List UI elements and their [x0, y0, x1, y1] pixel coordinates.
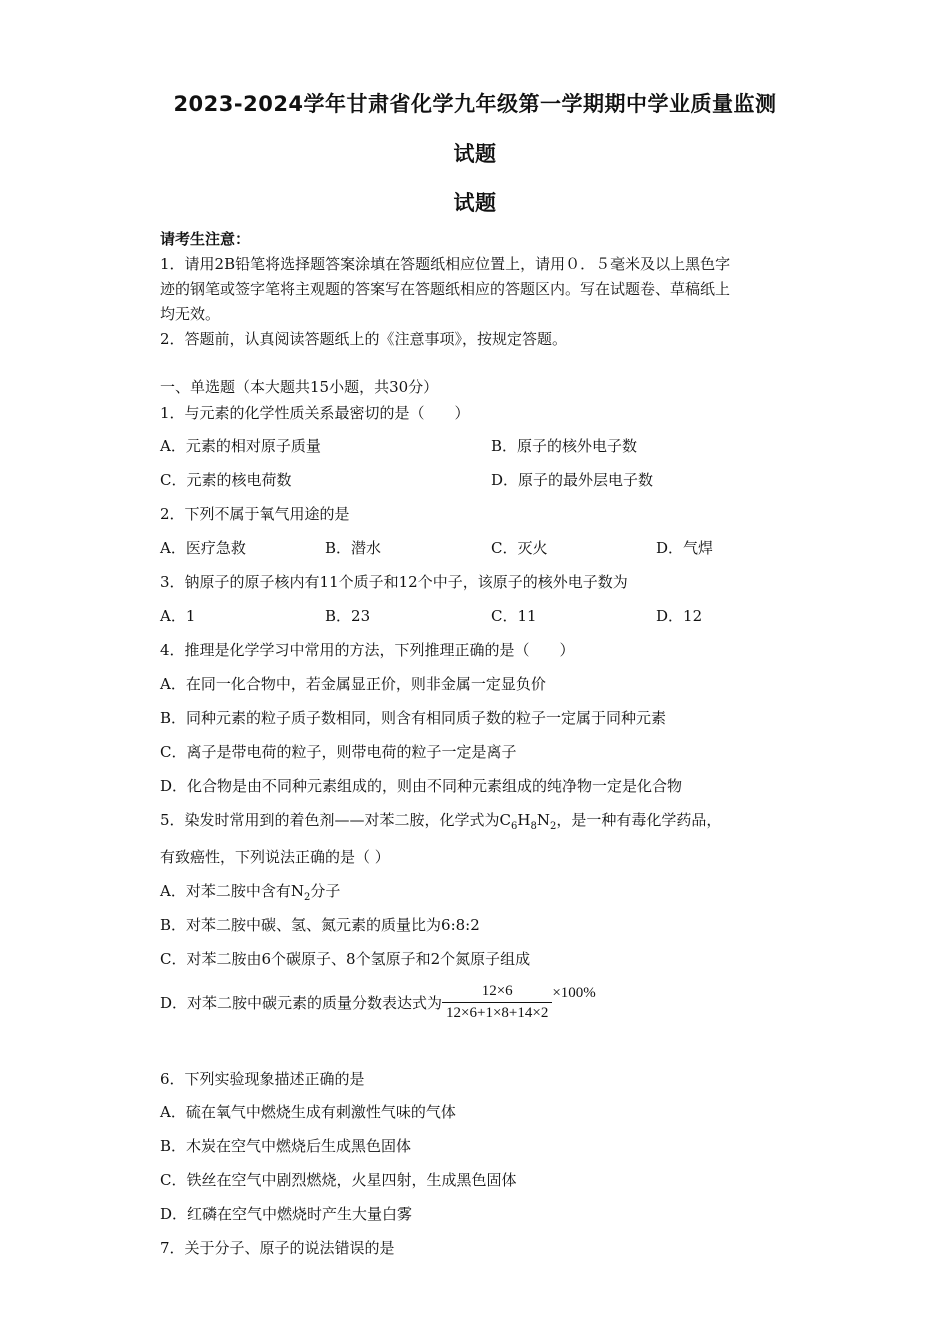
q3-option-b: B．23: [325, 607, 371, 625]
exam-title-line3: 试题: [453, 191, 497, 215]
section-heading: 一、单选题（本大题共15小题，共30分）: [160, 378, 439, 396]
q2-option-a: A．医疗急救: [160, 539, 246, 557]
exam-title-line2: 试题: [453, 142, 497, 166]
question-7-stem: 7．关于分子、原子的说法错误的是: [160, 1239, 395, 1257]
notice-item-1-cont2: 均无效。: [160, 305, 221, 323]
q1-option-a: A．元素的相对原子质量: [160, 437, 321, 455]
q5-a-sub: 2: [303, 892, 311, 903]
q6-option-a: A．硫在氧气中燃烧生成有刺激性气味的气体: [160, 1103, 456, 1121]
notice-item-1: 1．请用2B铅笔将选择题答案涂填在答题纸相应位置上，请用０．５毫米及以上黑色字: [160, 255, 731, 273]
q4-option-b: B．同种元素的粒子质子数相同，则含有相同质子数的粒子一定属于同种元素: [160, 709, 667, 727]
q5-sub-6: 6: [511, 821, 518, 832]
q3-option-d: D．12: [656, 607, 703, 625]
q5-option-a: [160, 880, 340, 903]
fraction-suffix: ×100%: [552, 985, 596, 1001]
notice-item-2: 2．答题前，认真阅读答题纸上的《注意事项》，按规定答题。: [160, 330, 568, 348]
q5-sub-2: 2: [550, 821, 557, 832]
q1-option-d: D．原子的最外层电子数: [491, 471, 654, 489]
q5-d-text: D．对苯二胺中碳元素的质量分数表达式为: [160, 994, 443, 1012]
q5-stem-text: 5．染发时常用到的着色剂——对苯二胺，化学式为C: [160, 811, 512, 829]
notice-item-1-cont: 迹的钢笔或签字笔将主观题的答案写在答题纸相应的答题区内。写在试题卷、草稿纸上: [160, 280, 731, 298]
question-6-stem: 6．下列实验现象描述正确的是: [160, 1070, 365, 1088]
fraction-numerator: 12×6: [442, 983, 552, 1003]
question-5-stem: [160, 809, 721, 832]
q2-option-b: B．潜水: [325, 539, 382, 557]
question-3-stem: 3．钠原子的原子核内有11个质子和12个中子，该原子的核外电子数为: [160, 573, 628, 591]
q5-option-c: C．对苯二胺由6个碳原子、8个氢原子和2个氮原子组成: [160, 950, 531, 968]
question-2-stem: 2．下列不属于氧气用途的是: [160, 505, 350, 523]
q6-option-b: B．木炭在空气中燃烧后生成黑色固体: [160, 1137, 412, 1155]
q5-a-text: A．对苯二胺中含有N: [160, 882, 304, 900]
q5-a-text-2: 分子: [310, 882, 341, 900]
mass-fraction-formula: [442, 983, 552, 1022]
question-5-stem-cont: 有致癌性，下列说法正确的是（ ）: [160, 848, 390, 866]
q2-option-c: C．灭火: [491, 539, 548, 557]
notice-heading: 请考生注意：: [160, 230, 251, 248]
q5-stem-text-2: ，是一种有毒化学药品，: [556, 811, 722, 829]
q2-option-d: D．气焊: [656, 539, 714, 557]
q6-option-d: D．红磷在空气中燃烧时产生大量白雾: [160, 1205, 413, 1223]
q5-option-d: [160, 983, 596, 1022]
q1-option-c: C．元素的核电荷数: [160, 471, 292, 489]
q5-h: H: [517, 811, 531, 829]
exam-title: 2023-2024学年甘肃省化学九年级第一学期期中学业质量监测: [173, 92, 777, 116]
q4-option-d: D．化合物是由不同种元素组成的，则由不同种元素组成的纯净物一定是化合物: [160, 777, 683, 795]
q5-n: N: [536, 811, 550, 829]
q4-option-c: C．离子是带电荷的粒子，则带电荷的粒子一定是离子: [160, 743, 517, 761]
q1-option-b: B．原子的核外电子数: [491, 437, 638, 455]
q5-option-b: B．对苯二胺中碳、氢、氮元素的质量比为6:8:2: [160, 916, 480, 934]
fraction-denominator: 12×6+1×8+14×2: [446, 1005, 549, 1021]
q3-option-c: C．11: [491, 607, 537, 625]
q3-option-a: A．1: [160, 607, 196, 625]
q4-option-a: A．在同一化合物中，若金属显正价，则非金属一定显负价: [160, 675, 546, 693]
q6-option-c: C．铁丝在空气中剧烈燃烧，火星四射，生成黑色固体: [160, 1171, 517, 1189]
question-1-stem: 1．与元素的化学性质关系最密切的是（ ）: [160, 404, 470, 422]
question-4-stem: 4．推理是化学学习中常用的方法，下列推理正确的是（ ）: [160, 641, 575, 659]
q5-sub-8: 8: [530, 821, 537, 832]
